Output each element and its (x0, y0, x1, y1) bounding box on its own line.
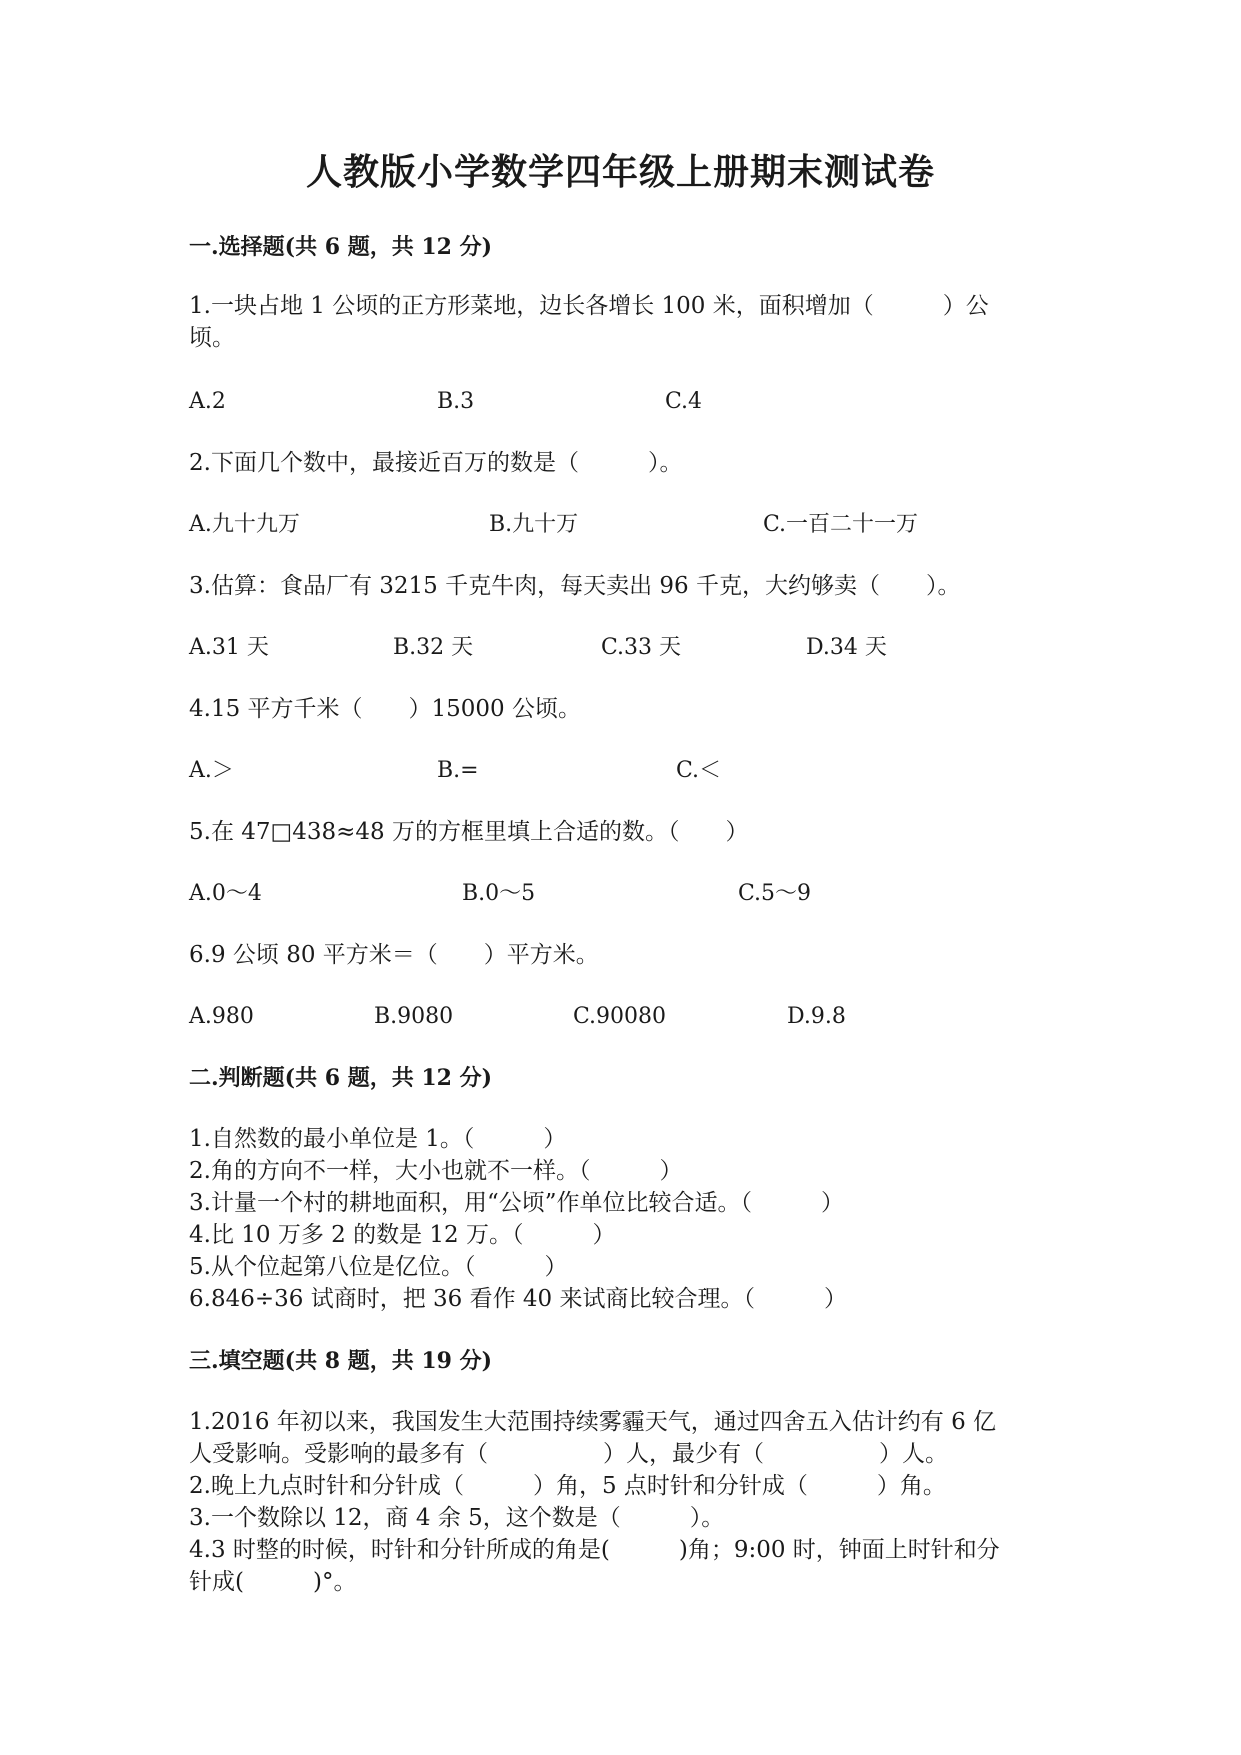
option-c: C.90080 (573, 1004, 667, 1029)
option-b: B.32 天 (393, 635, 474, 660)
option-b: B.3 (437, 389, 475, 414)
option-c: C.一百二十一万 (763, 512, 919, 537)
question-text: 4.15 平方千米（ ）15000 公顷。 (189, 696, 581, 722)
question-text: 3.估算：食品厂有 3215 千克牛肉，每天卖出 96 千克，大约够卖（ ）。 (189, 573, 961, 599)
fill-blank-item: 人受影响。受影响的最多有（ ）人，最少有（ ）人。 (189, 1441, 948, 1467)
fill-blank-item: 3.一个数除以 12，商 4 余 5，这个数是（ ）。 (189, 1505, 725, 1531)
option-a: A.九十九万 (189, 512, 300, 537)
judgment-item: 4.比 10 万多 2 的数是 12 万。（ ） (189, 1222, 616, 1248)
section-heading-choice: 一.选择题(共 6 题，共 12 分) (189, 234, 493, 260)
fill-blank-item: 4.3 时整的时候，时针和分针所成的角是( )角；9:00 时，钟面上时针和分 (189, 1537, 1000, 1563)
option-c: C.33 天 (601, 635, 682, 660)
judgment-item: 6.846÷36 试商时，把 36 看作 40 来试商比较合理。（ ） (189, 1286, 847, 1312)
judgment-item: 1.自然数的最小单位是 1。（ ） (189, 1126, 567, 1152)
option-b: B.0～5 (462, 881, 536, 906)
option-b: B.9080 (374, 1004, 454, 1029)
judgment-item: 5.从个位起第八位是亿位。（ ） (189, 1254, 568, 1280)
judgment-item: 3.计量一个村的耕地面积，用“公顷”作单位比较合适。（ ） (189, 1190, 844, 1216)
section-heading-fill-blank: 三.填空题(共 8 题，共 19 分) (189, 1348, 493, 1374)
option-c: C.5～9 (738, 881, 812, 906)
question-text: 顷。 (189, 325, 235, 351)
option-a: A.31 天 (189, 635, 269, 660)
option-c: C.＜ (676, 758, 722, 783)
question-text: 6.9 公顷 80 平方米＝（ ）平方米。 (189, 942, 599, 968)
question-text: 1.一块占地 1 公顷的正方形菜地，边长各增长 100 米，面积增加（ ）公 (189, 293, 989, 319)
option-a: A.0～4 (189, 881, 262, 906)
option-a: A.2 (189, 389, 226, 414)
section-heading-judgment: 二.判断题(共 6 题，共 12 分) (189, 1065, 493, 1091)
option-b: B.= (437, 758, 479, 783)
option-c: C.4 (665, 389, 703, 414)
page-title: 人教版小学数学四年级上册期末测试卷 (305, 151, 935, 193)
question-text: 5.在 47□438≈48 万的方框里填上合适的数。（ ） (189, 819, 749, 845)
option-a: A.＞ (189, 758, 234, 783)
option-a: A.980 (189, 1004, 254, 1029)
fill-blank-item: 针成( )°。 (189, 1569, 357, 1595)
option-b: B.九十万 (489, 512, 579, 537)
fill-blank-item: 1.2016 年初以来，我国发生大范围持续雾霾天气，通过四舍五入估计约有 6 亿 (189, 1409, 997, 1435)
option-d: D.34 天 (806, 635, 887, 660)
option-d: D.9.8 (787, 1004, 846, 1029)
judgment-item: 2.角的方向不一样，大小也就不一样。（ ） (189, 1158, 683, 1184)
question-text: 2.下面几个数中，最接近百万的数是（ ）。 (189, 450, 683, 476)
fill-blank-item: 2.晚上九点时针和分针成（ ）角，5 点时针和分针成（ ）角。 (189, 1473, 946, 1499)
